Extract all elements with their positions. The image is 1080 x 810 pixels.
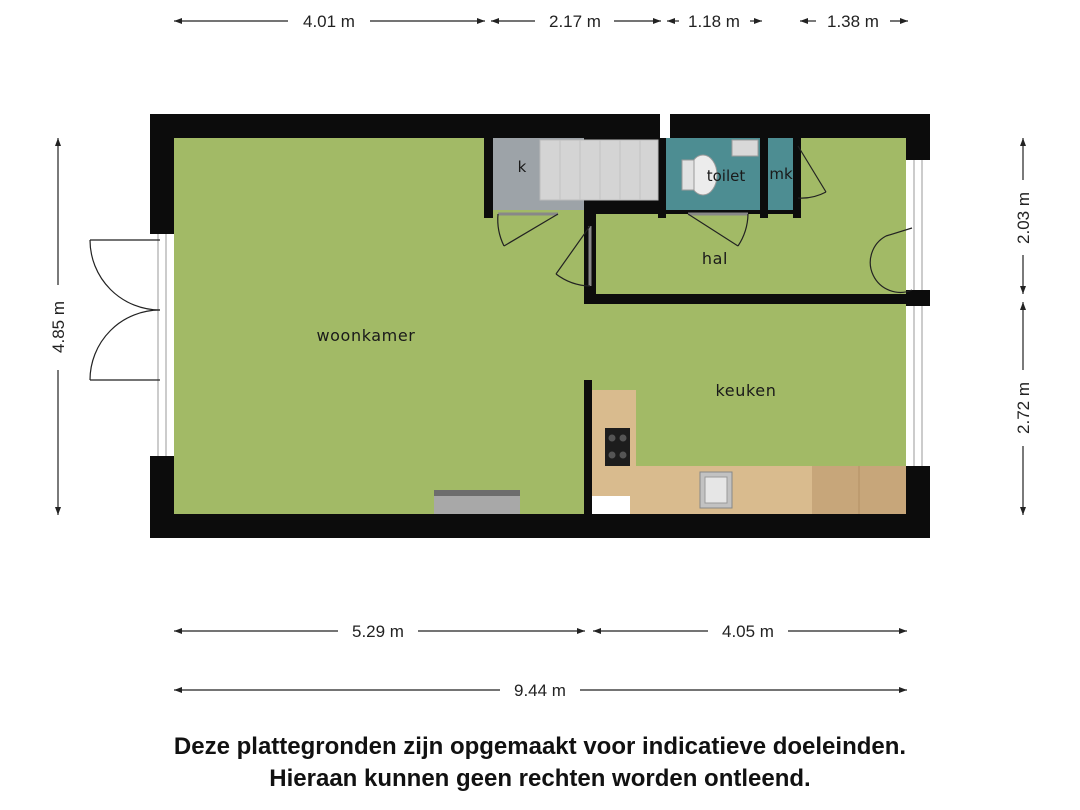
dimension-top-3: 1.18 m: [688, 12, 740, 31]
room-label-woonkamer: woonkamer: [316, 326, 416, 345]
stair: [540, 140, 658, 200]
room-label-toilet: toilet: [706, 167, 746, 185]
dimension-right-2: 2.72 m: [1014, 382, 1033, 434]
dimension-bottom-1: 5.29 m: [352, 622, 404, 641]
dimension-top-2: 2.17 m: [549, 12, 601, 31]
dimension-top-1: 4.01 m: [303, 12, 355, 31]
dimension-right-1: 2.03 m: [1014, 192, 1033, 244]
disclaimer-line-1: Deze plattegronden zijn opgemaakt voor indicatieve doeleinden.: [173, 733, 907, 760]
dimension-bottom-2: 4.05 m: [722, 622, 774, 641]
room-label-hal: hal: [701, 249, 729, 268]
dimension-top-4: 1.38 m: [827, 12, 879, 31]
room-label-keuken: keuken: [715, 381, 777, 400]
disclaimer: [0, 731, 1080, 795]
room-label-k: k: [517, 158, 527, 176]
dimension-total: 9.44 m: [514, 681, 566, 700]
disclaimer-line-2: Hieraan kunnen geen rechten worden ontleend.: [269, 765, 811, 792]
dimension-left: 4.85 m: [49, 301, 68, 353]
room-label-mk: mk: [769, 165, 793, 183]
